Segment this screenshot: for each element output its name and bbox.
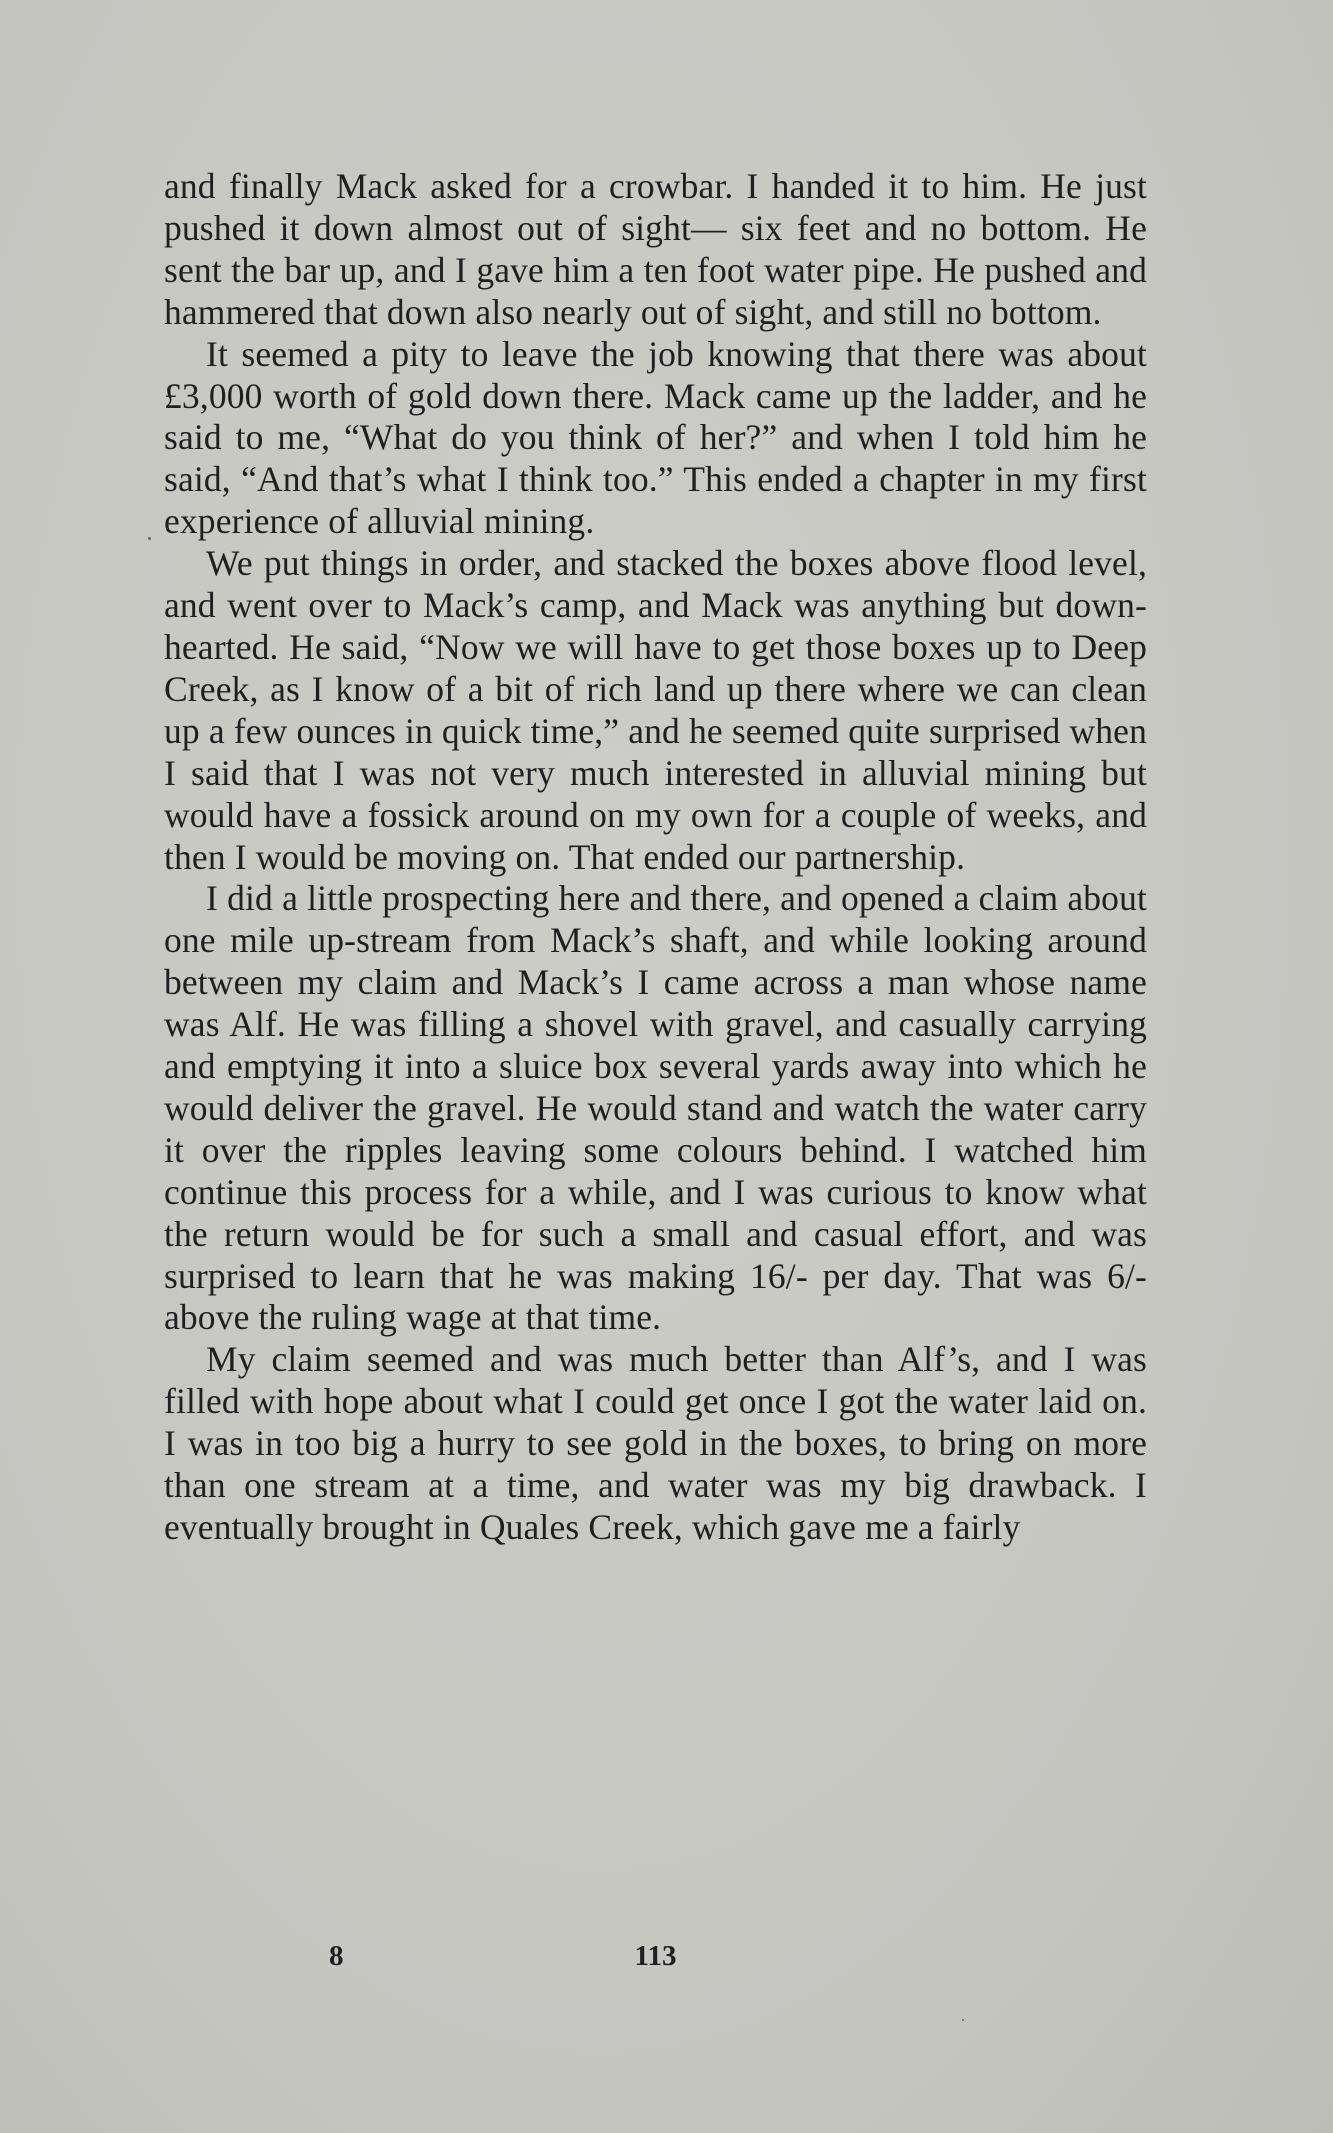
page-footer xyxy=(164,1940,1147,1980)
page-number: 113 xyxy=(634,1940,677,1972)
body-text xyxy=(164,166,1147,1549)
paragraph: We put things in order, and stacked the boxes above flood level, and went over to Mack’s camp, and Mack was anything but down-hearted. He said, “Now we will have to get those boxes up to Deep Creek, as I know of a bit of rich land up there where we can clean up a few ounces in quick time,” and he seemed quite surprised when I said that I was not very much interested in alluvial mining but would have a fossick around on my own for a couple of weeks, and then I would be moving on. That ended our partnership. xyxy=(164,543,1147,877)
paper-speck xyxy=(148,537,151,540)
paragraph: I did a little prospecting here and there, and opened a claim about one mile up-stream from Mack’s shaft, and while looking around between my claim and Mack’s I came across a man whose name was Alf. He was filling a shovel with gravel, and casually carrying and emptying it into a sluice box several yards away into which he would deliver the gravel. He would stand and watch the water carry it over the ripples leaving some colours behind. I watched him continue this process for a while, and I was curious to know what the return would be for such a small and casual effort, and was surprised to learn that he was making 16/- per day. That was 6/- above the ruling wage at that time. xyxy=(164,878,1147,1338)
paragraph: It seemed a pity to leave the job knowing that there was about £3,000 worth of gold down there. Mack came up the ladder, and he said to me, “What do you think of her?” and when I told him he said, “And that’s what I think too.” This ended a chapter in my first experience of alluvial mining. xyxy=(164,333,1147,542)
paper-speck xyxy=(962,2019,964,2021)
paragraph: My claim seemed and was much better than Alf’s, and I was filled with hope about what I could get once I got the water laid on. I was in too big a hurry to see gold in the boxes, to bring on more than one stream at a time, and water was my big drawback. I eventually brought in Quales Creek, which gave me a fairly xyxy=(164,1339,1147,1547)
signature-mark: 8 xyxy=(329,1940,344,1972)
paragraph: and finally Mack asked for a crowbar. I handed it to him. He just pushed it down almost out of sight— six feet and no bottom. He sent the bar up, and I gave him a ten foot water pipe. He pushed and hammered that down also nearly out of sight, and still no bottom. xyxy=(164,166,1147,332)
